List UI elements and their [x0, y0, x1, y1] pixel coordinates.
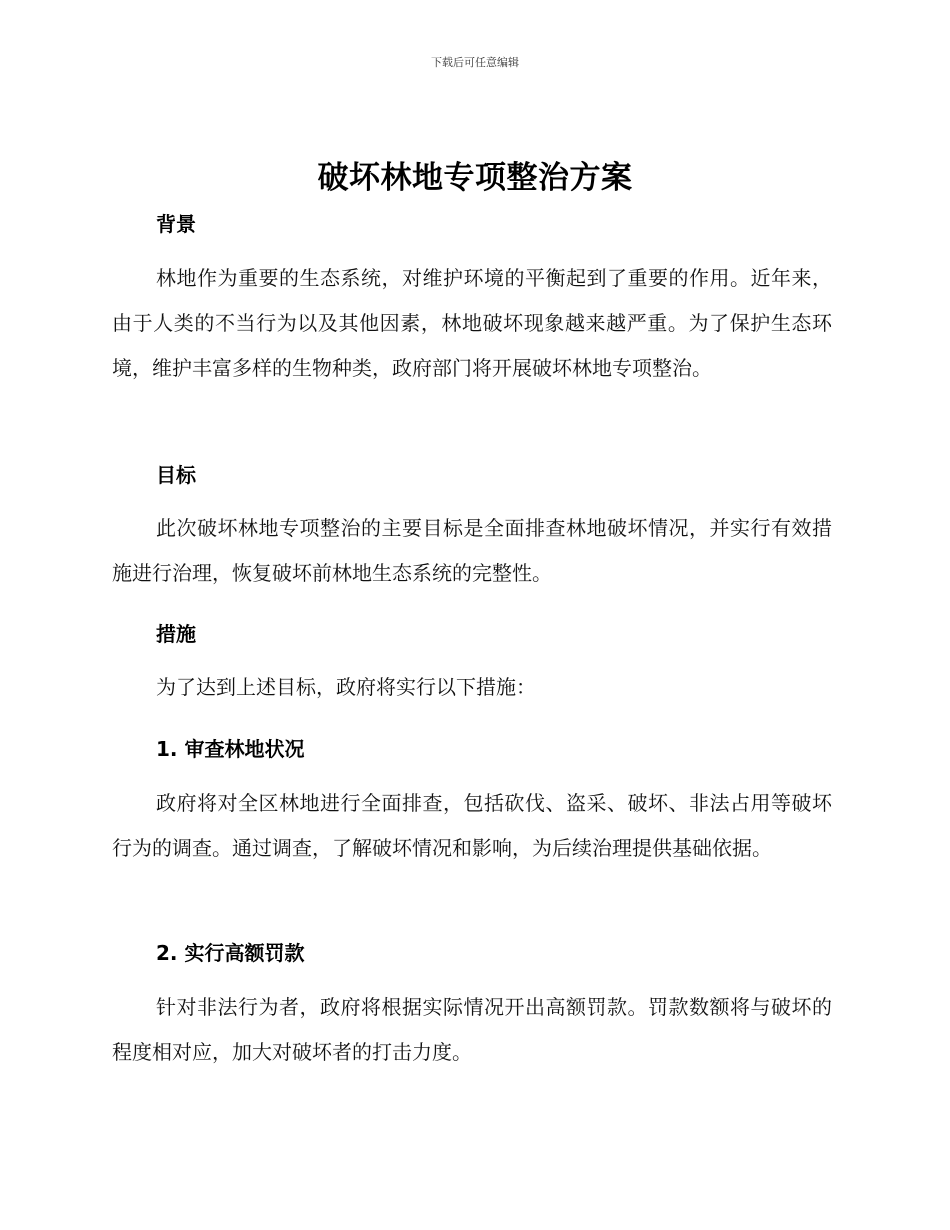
- section-background-heading-wrap: [112, 208, 832, 237]
- measure-2: [112, 985, 832, 1075]
- page-header-note: 下载后可任意编辑: [431, 56, 519, 69]
- section-goal-heading-wrap: [112, 459, 832, 488]
- section-goal-heading: 目标: [156, 463, 196, 487]
- measure-1-heading: 1. 审查林地状况: [156, 737, 305, 761]
- section-background-heading: 背景: [156, 212, 196, 236]
- measure-1: [112, 781, 832, 871]
- measure-2-heading: 2. 实行高额罚款: [156, 941, 305, 965]
- section-background-paragraph: 林地作为重要的生态系统，对维护环境的平衡起到了重要的作用。近年来，由于人类的不当行为以及其他因素，林地破坏现象越来越严重。为了保护生态环境，维护丰富多样的生物种类，政府部门将开展破坏林地专项整治。: [112, 266, 832, 380]
- measure-1-paragraph: 政府将对全区林地进行全面排查，包括砍伐、盗采、破坏、非法占用等破坏行为的调查。通过调查，了解破坏情况和影响，为后续治理提供基础依据。: [112, 791, 832, 860]
- section-goal: [112, 506, 832, 596]
- section-background: [112, 256, 832, 391]
- section-goal-paragraph: 此次破坏林地专项整治的主要目标是全面排查林地破坏情况，并实行有效措施进行治理，恢复破坏前林地生态系统的完整性。: [112, 516, 832, 585]
- measure-1-heading-wrap: [112, 733, 832, 762]
- section-measures-intro: 为了达到上述目标，政府将实行以下措施：: [156, 675, 536, 699]
- document-title: 破坏林地专项整治方案: [317, 160, 633, 196]
- section-measures-heading: 措施: [156, 622, 196, 646]
- measure-2-paragraph: 针对非法行为者，政府将根据实际情况开出高额罚款。罚款数额将与破坏的程度相对应，加大对破坏者的打击力度。: [112, 995, 832, 1064]
- section-measures-intro-wrap: [112, 665, 832, 710]
- section-measures-heading-wrap: [112, 618, 832, 647]
- measure-2-heading-wrap: [112, 937, 832, 966]
